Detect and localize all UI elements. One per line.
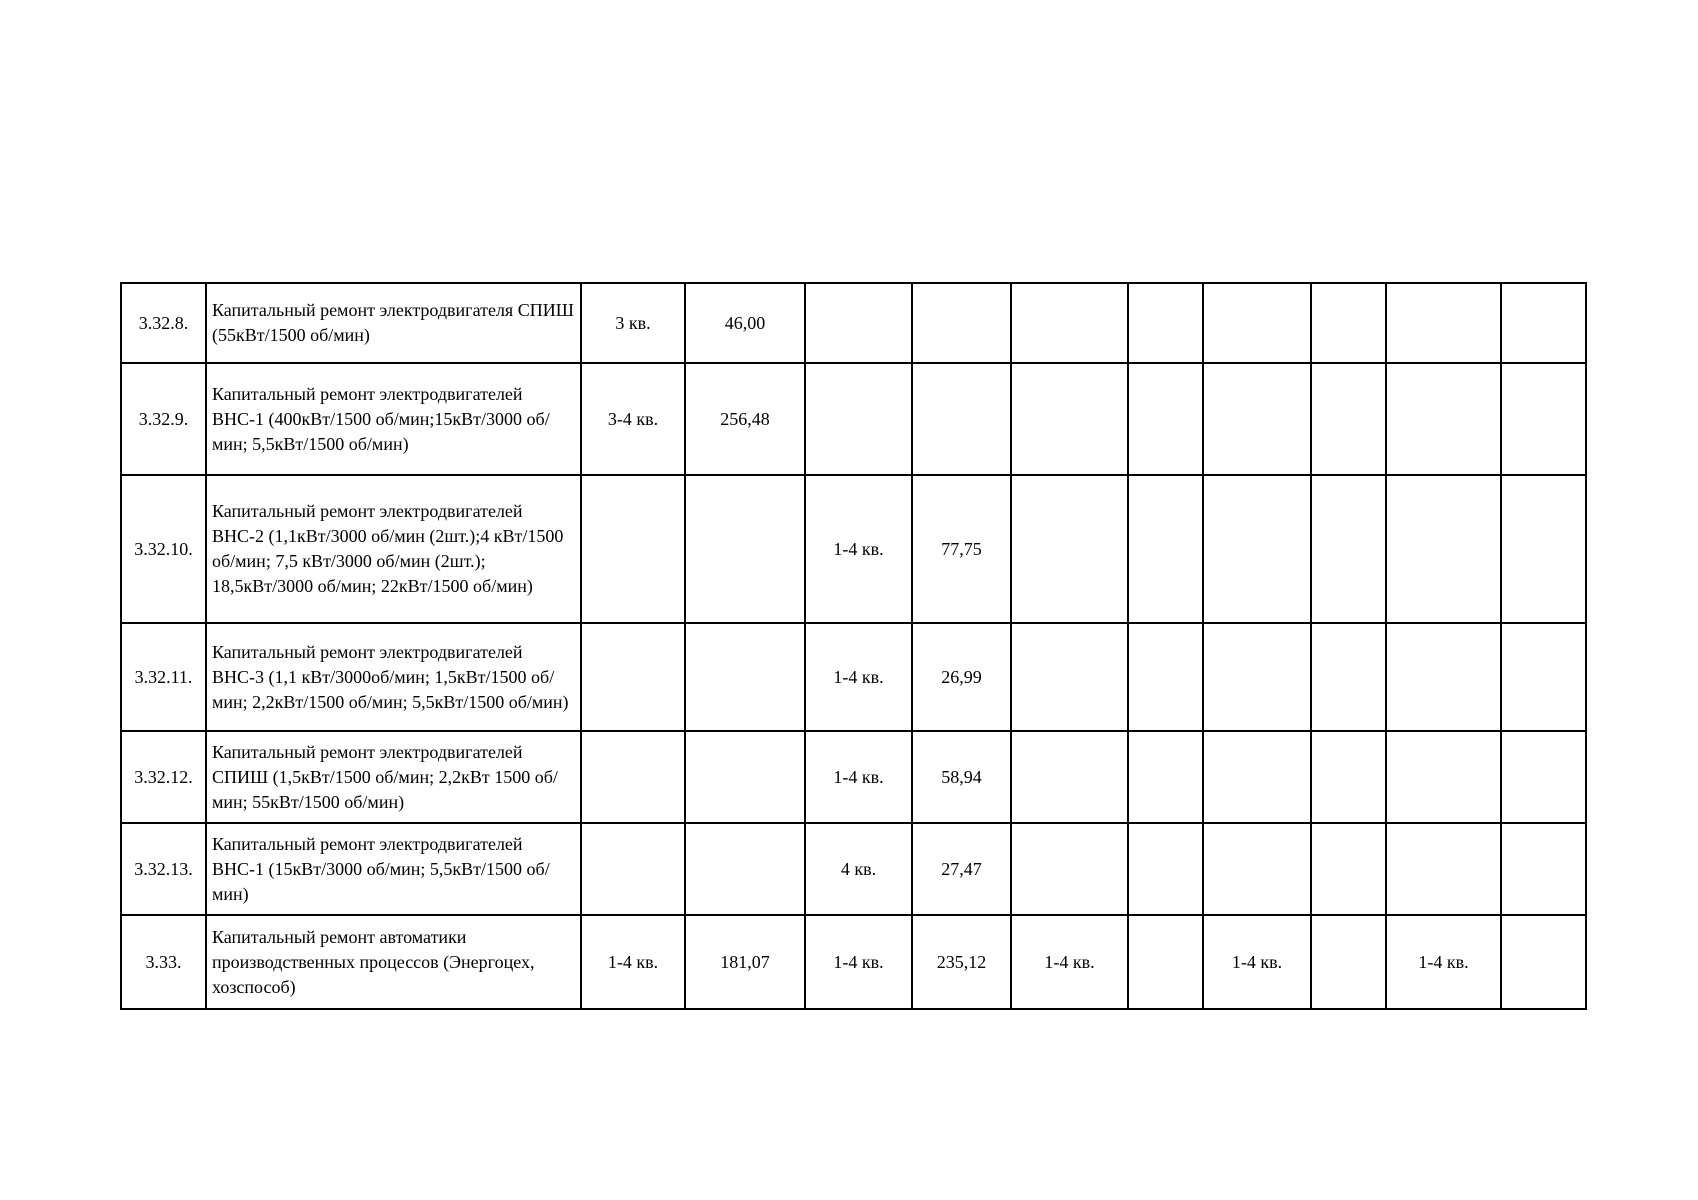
col-10-cell xyxy=(1501,283,1586,363)
table-row xyxy=(121,363,1586,475)
col-8-cell xyxy=(1311,823,1386,915)
col-10-cell xyxy=(1501,915,1586,1009)
col-1-cell xyxy=(581,823,685,915)
col-9-cell: 1-4 кв. xyxy=(1386,915,1501,1009)
col-7-cell xyxy=(1203,363,1311,475)
description-cell: Капитальный ремонт электродвигателей ВНС-1 (15кВт/3000 об/мин; 5,5кВт/1500 об/мин) xyxy=(206,823,581,915)
col-4-cell xyxy=(912,363,1011,475)
table-row xyxy=(121,915,1586,1009)
col-4-cell xyxy=(912,283,1011,363)
col-10-cell xyxy=(1501,363,1586,475)
col-9-cell xyxy=(1386,731,1501,823)
col-5-cell xyxy=(1011,475,1128,623)
item-number-cell: 3.32.8. xyxy=(121,283,206,363)
col-6-cell xyxy=(1128,823,1203,915)
col-8-cell xyxy=(1311,283,1386,363)
col-4-cell: 58,94 xyxy=(912,731,1011,823)
col-8-cell xyxy=(1311,363,1386,475)
col-2-cell: 46,00 xyxy=(685,283,805,363)
col-3-cell: 1-4 кв. xyxy=(805,623,912,731)
col-6-cell xyxy=(1128,623,1203,731)
col-6-cell xyxy=(1128,363,1203,475)
work-plan-table xyxy=(120,282,1587,1010)
col-4-cell: 26,99 xyxy=(912,623,1011,731)
item-number-cell: 3.32.11. xyxy=(121,623,206,731)
col-7-cell xyxy=(1203,823,1311,915)
col-3-cell xyxy=(805,283,912,363)
col-1-cell xyxy=(581,475,685,623)
col-3-cell: 1-4 кв. xyxy=(805,915,912,1009)
col-2-cell xyxy=(685,823,805,915)
col-9-cell xyxy=(1386,363,1501,475)
col-3-cell: 4 кв. xyxy=(805,823,912,915)
col-2-cell xyxy=(685,623,805,731)
col-5-cell xyxy=(1011,823,1128,915)
col-5-cell: 1-4 кв. xyxy=(1011,915,1128,1009)
description-cell: Капитальный ремонт электродвигателей ВНС-1 (400кВт/1500 об/мин;15кВт/3000 об/мин; 5,5кВт/1500 об/мин) xyxy=(206,363,581,475)
col-9-cell xyxy=(1386,623,1501,731)
col-10-cell xyxy=(1501,823,1586,915)
col-6-cell xyxy=(1128,283,1203,363)
col-1-cell: 3 кв. xyxy=(581,283,685,363)
col-9-cell xyxy=(1386,283,1501,363)
col-8-cell xyxy=(1311,731,1386,823)
col-1-cell xyxy=(581,623,685,731)
col-7-cell xyxy=(1203,623,1311,731)
col-3-cell: 1-4 кв. xyxy=(805,731,912,823)
col-6-cell xyxy=(1128,475,1203,623)
col-5-cell xyxy=(1011,283,1128,363)
col-2-cell xyxy=(685,731,805,823)
col-4-cell: 27,47 xyxy=(912,823,1011,915)
col-1-cell xyxy=(581,731,685,823)
col-1-cell: 3-4 кв. xyxy=(581,363,685,475)
col-4-cell: 77,75 xyxy=(912,475,1011,623)
item-number-cell: 3.33. xyxy=(121,915,206,1009)
col-7-cell: 1-4 кв. xyxy=(1203,915,1311,1009)
col-8-cell xyxy=(1311,623,1386,731)
col-10-cell xyxy=(1501,475,1586,623)
table-body xyxy=(121,283,1586,1009)
col-5-cell xyxy=(1011,363,1128,475)
col-5-cell xyxy=(1011,731,1128,823)
col-6-cell xyxy=(1128,915,1203,1009)
table-row xyxy=(121,731,1586,823)
item-number-cell: 3.32.13. xyxy=(121,823,206,915)
item-number-cell: 3.32.9. xyxy=(121,363,206,475)
col-2-cell: 181,07 xyxy=(685,915,805,1009)
col-7-cell xyxy=(1203,283,1311,363)
table-row xyxy=(121,475,1586,623)
col-8-cell xyxy=(1311,475,1386,623)
col-9-cell xyxy=(1386,475,1501,623)
table-row xyxy=(121,823,1586,915)
col-1-cell: 1-4 кв. xyxy=(581,915,685,1009)
col-3-cell xyxy=(805,363,912,475)
description-cell: Капитальный ремонт автоматики производственных процессов (Энергоцех, хозспособ) xyxy=(206,915,581,1009)
col-2-cell: 256,48 xyxy=(685,363,805,475)
table-row xyxy=(121,283,1586,363)
item-number-cell: 3.32.12. xyxy=(121,731,206,823)
col-10-cell xyxy=(1501,731,1586,823)
col-4-cell: 235,12 xyxy=(912,915,1011,1009)
col-7-cell xyxy=(1203,475,1311,623)
col-8-cell xyxy=(1311,915,1386,1009)
description-cell: Капитальный ремонт электродвигателя СПИШ (55кВт/1500 об/мин) xyxy=(206,283,581,363)
col-2-cell xyxy=(685,475,805,623)
col-3-cell: 1-4 кв. xyxy=(805,475,912,623)
col-7-cell xyxy=(1203,731,1311,823)
item-number-cell: 3.32.10. xyxy=(121,475,206,623)
table-row xyxy=(121,623,1586,731)
description-cell: Капитальный ремонт электродвигателей СПИШ (1,5кВт/1500 об/мин; 2,2кВт 1500 об/мин; 55кВт/1500 об/мин) xyxy=(206,731,581,823)
col-6-cell xyxy=(1128,731,1203,823)
col-9-cell xyxy=(1386,823,1501,915)
description-cell: Капитальный ремонт электродвигателей ВНС-3 (1,1 кВт/3000об/мин; 1,5кВт/1500 об/мин; 2,2кВт/1500 об/мин; 5,5кВт/1500 об/мин) xyxy=(206,623,581,731)
col-5-cell xyxy=(1011,623,1128,731)
description-cell: Капитальный ремонт электродвигателей ВНС-2 (1,1кВт/3000 об/мин (2шт.);4 кВт/1500 об/мин; 7,5 кВт/3000 об/мин (2шт.); 18,5кВт/3000 об/мин; 22кВт/1500 об/мин) xyxy=(206,475,581,623)
col-10-cell xyxy=(1501,623,1586,731)
